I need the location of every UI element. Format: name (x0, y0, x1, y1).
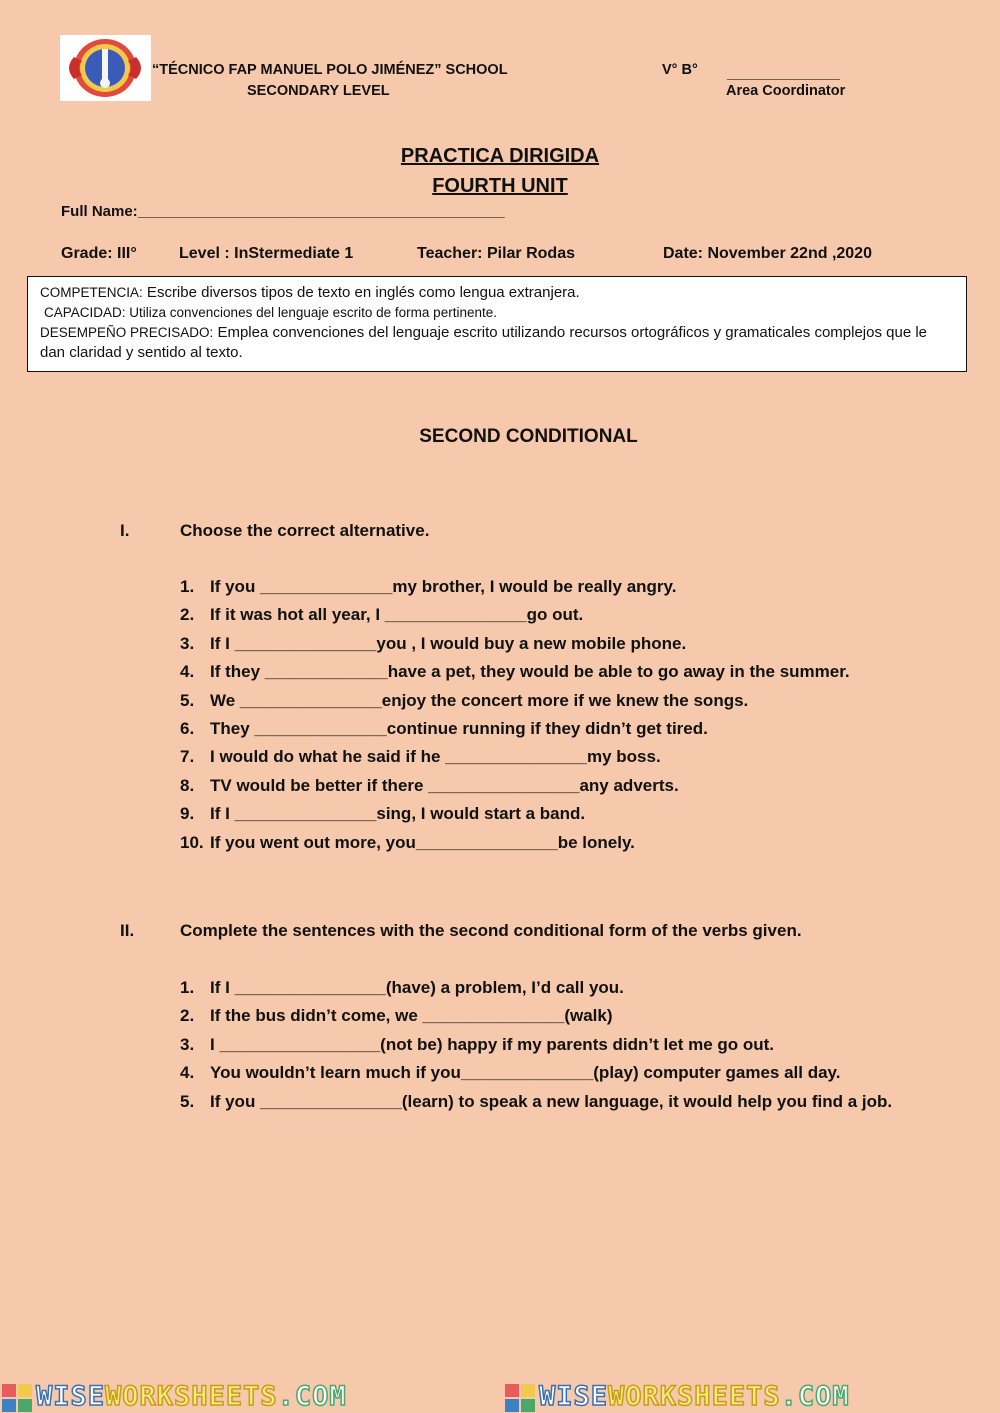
part2-list (180, 974, 892, 1116)
exercise-text: If I _______________you , I would buy a new mobile phone. (210, 633, 687, 653)
school-name: “TÉCNICO FAP MANUEL POLO JIMÉNEZ” SCHOOL (152, 62, 508, 78)
exercise-item (180, 1059, 892, 1087)
unit-title: FOURTH UNIT (432, 175, 568, 197)
exercise-number: 6. (180, 718, 195, 738)
exercise-number: 3. (180, 1034, 195, 1054)
exercise-item (180, 800, 850, 828)
exercise-item (180, 974, 892, 1002)
exercise-number: 1. (180, 978, 195, 997)
watermark-footer (0, 1378, 1000, 1413)
exercise-text: If you _______________(learn) to speak a new language, it would help you find a job. (210, 1091, 893, 1111)
full-name-line: ____________________________________________ (137, 203, 505, 220)
exercise-text: If you went out more, you_______________be lonely. (210, 832, 635, 852)
exercise-item (180, 573, 850, 601)
exercise-item (180, 1088, 892, 1116)
exercise-number: 9. (180, 804, 195, 824)
part2-number: II. (120, 921, 135, 940)
exercise-number: 2. (180, 605, 195, 625)
exercise-text: If I _______________sing, I would start a band. (210, 804, 586, 824)
part1-instruction: Choose the correct alternative. (180, 521, 430, 540)
school-logo (60, 35, 151, 101)
exercise-number: 5. (180, 690, 195, 710)
section-title: SECOND CONDITIONAL (419, 426, 638, 447)
exercise-number: 8. (180, 775, 195, 795)
exercise-item (180, 1002, 892, 1030)
exercise-text: They ______________continue running if they didn’t get tired. (210, 718, 708, 738)
exercise-item (180, 715, 850, 743)
exercise-item (180, 829, 850, 857)
coordinator-signature-line: ______________ (727, 66, 840, 82)
area-coordinator-label: Area Coordinator (726, 83, 846, 99)
exercise-text: If it was hot all year, I _______________go out. (210, 605, 584, 625)
competencia-line (40, 283, 954, 303)
competencia-text: Escribe diversos tipos de texto en inglés como lengua extranjera. (142, 284, 580, 301)
page-title: PRACTICA DIRIGIDA (400, 145, 600, 167)
full-name-field (61, 203, 505, 220)
full-name-label: Full Name: (61, 203, 138, 220)
exercise-item (180, 630, 850, 658)
exercise-item (180, 743, 850, 771)
exercise-number: 4. (180, 1063, 195, 1083)
watermark-text-2: WISEWORKSHEETS.COM (539, 1381, 850, 1412)
exercise-text: I _________________(not be) happy if my parents didn’t let me go out. (210, 1034, 775, 1054)
exercise-number: 5. (180, 1091, 195, 1111)
desempeno-label: DESEMPEÑO PRECISADO: (40, 325, 214, 340)
exercise-item (180, 772, 850, 800)
exercise-text: If I ________________(have) a problem, I’d call you. (210, 978, 624, 997)
grade-info: Grade: III° (61, 245, 137, 262)
exercise-text: If they _____________have a pet, they would be able to go away in the summer. (210, 662, 850, 682)
competencia-label: COMPETENCIA: (40, 285, 143, 300)
part2-instruction: Complete the sentences with the second conditional form of the verbs given. (180, 921, 802, 940)
exercise-text: We _______________enjoy the concert more if we knew the songs. (210, 690, 749, 710)
exercise-number: 4. (180, 662, 195, 682)
exercise-item (180, 1031, 892, 1059)
date-info: Date: November 22nd ,2020 (663, 245, 872, 262)
part1-number: I. (120, 521, 130, 540)
competencia-box (27, 276, 967, 372)
exercise-text: If you ______________my brother, I would be really angry. (210, 577, 677, 596)
exercise-number: 2. (180, 1006, 195, 1026)
desempeno-line (40, 323, 954, 363)
vb-label: V° B° (662, 62, 698, 78)
exercise-text: I would do what he said if he _______________my boss. (210, 747, 661, 767)
exercise-text: You wouldn’t learn much if you______________(play) computer games all day. (210, 1063, 841, 1083)
wise-logo-icon (2, 1384, 32, 1412)
watermark-text-1: WISEWORKSHEETS.COM (36, 1381, 347, 1412)
teacher-info: Teacher: Pilar Rodas (417, 245, 575, 262)
exercise-item (180, 658, 850, 686)
exercise-text: TV would be better if there ________________any adverts. (210, 775, 679, 795)
exercise-number: 1. (180, 577, 195, 596)
school-level: SECONDARY LEVEL (247, 83, 390, 99)
exercise-item (180, 687, 850, 715)
part1-list (180, 573, 850, 857)
exercise-number: 3. (180, 633, 195, 653)
exercise-text: If the bus didn’t come, we _______________(walk) (210, 1006, 613, 1026)
exercise-number: 10. (180, 832, 204, 852)
level-info: Level : InStermediate 1 (179, 245, 354, 262)
desempeno-text: Emplea convenciones del lenguaje escrito utilizando recursos ortográficos y gramaticales complejos que le dan claridad y sentido al texto. (40, 324, 928, 361)
exercise-number: 7. (180, 747, 195, 767)
exercise-item (180, 601, 850, 629)
wise-logo-icon (505, 1384, 535, 1412)
school-crest-icon (60, 35, 151, 101)
capacidad-line: CAPACIDAD: Utiliza convenciones del lenguaje escrito de forma pertinente. (44, 305, 497, 320)
